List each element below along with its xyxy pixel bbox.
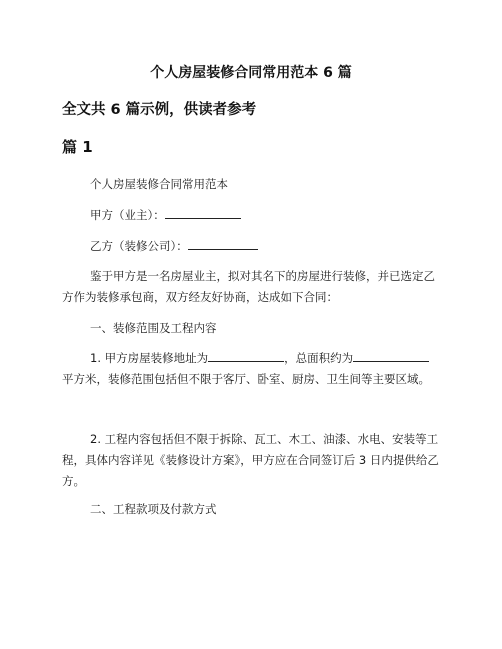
clause-1-heading-text: 一、装修范围及工程内容 [90,321,217,335]
contract-name-text: 个人房屋装修合同常用范本 [90,177,228,191]
document-title: 个人房屋装修合同常用范本 6 篇 [150,65,352,81]
party-b-label: 乙方（装修公司）： [90,239,188,253]
clause-1-1-part1: 1. 甲方房屋装修地址为 [90,351,209,365]
clause-1-heading [62,318,440,339]
contract-name [62,174,440,195]
area-blank [353,348,429,362]
party-b-blank [188,236,258,250]
clause-1-2-text: 2. 工程内容包括但不限于拆除、瓦工、木工、油漆、水电、安装等工程，具体内容详见《装修设计方案》，甲方应在合同签订后 3 日内提供给乙方。 [62,432,439,488]
address-blank [208,348,284,362]
section-heading: 篇 1 [62,138,93,156]
clause-1-1-part3: 平方米，装修范围包括但不限于客厅、卧室、厨房、卫生间等主要区域。 [62,372,430,386]
document-subtitle: 全文共 6 篇示例，供读者参考 [62,102,257,118]
clause-2-heading-text: 二、工程款项及付款方式 [90,502,217,516]
party-a-label: 甲方（业主）： [90,208,165,222]
clause-1-1-paragraph [62,348,440,390]
clause-1-2-paragraph [62,429,440,492]
party-a-line [62,205,440,226]
clause-2-heading [62,499,440,520]
party-b-line [62,236,440,257]
party-a-blank [165,205,241,219]
intro-text: 鉴于甲方是一名房屋业主，拟对其名下的房屋进行装修，并已选定乙方作为装修承包商，双方经友好协商，达成如下合同： [62,269,435,304]
clause-1-1-part2: ，总面积约为 [284,351,354,365]
intro-paragraph [62,266,440,308]
